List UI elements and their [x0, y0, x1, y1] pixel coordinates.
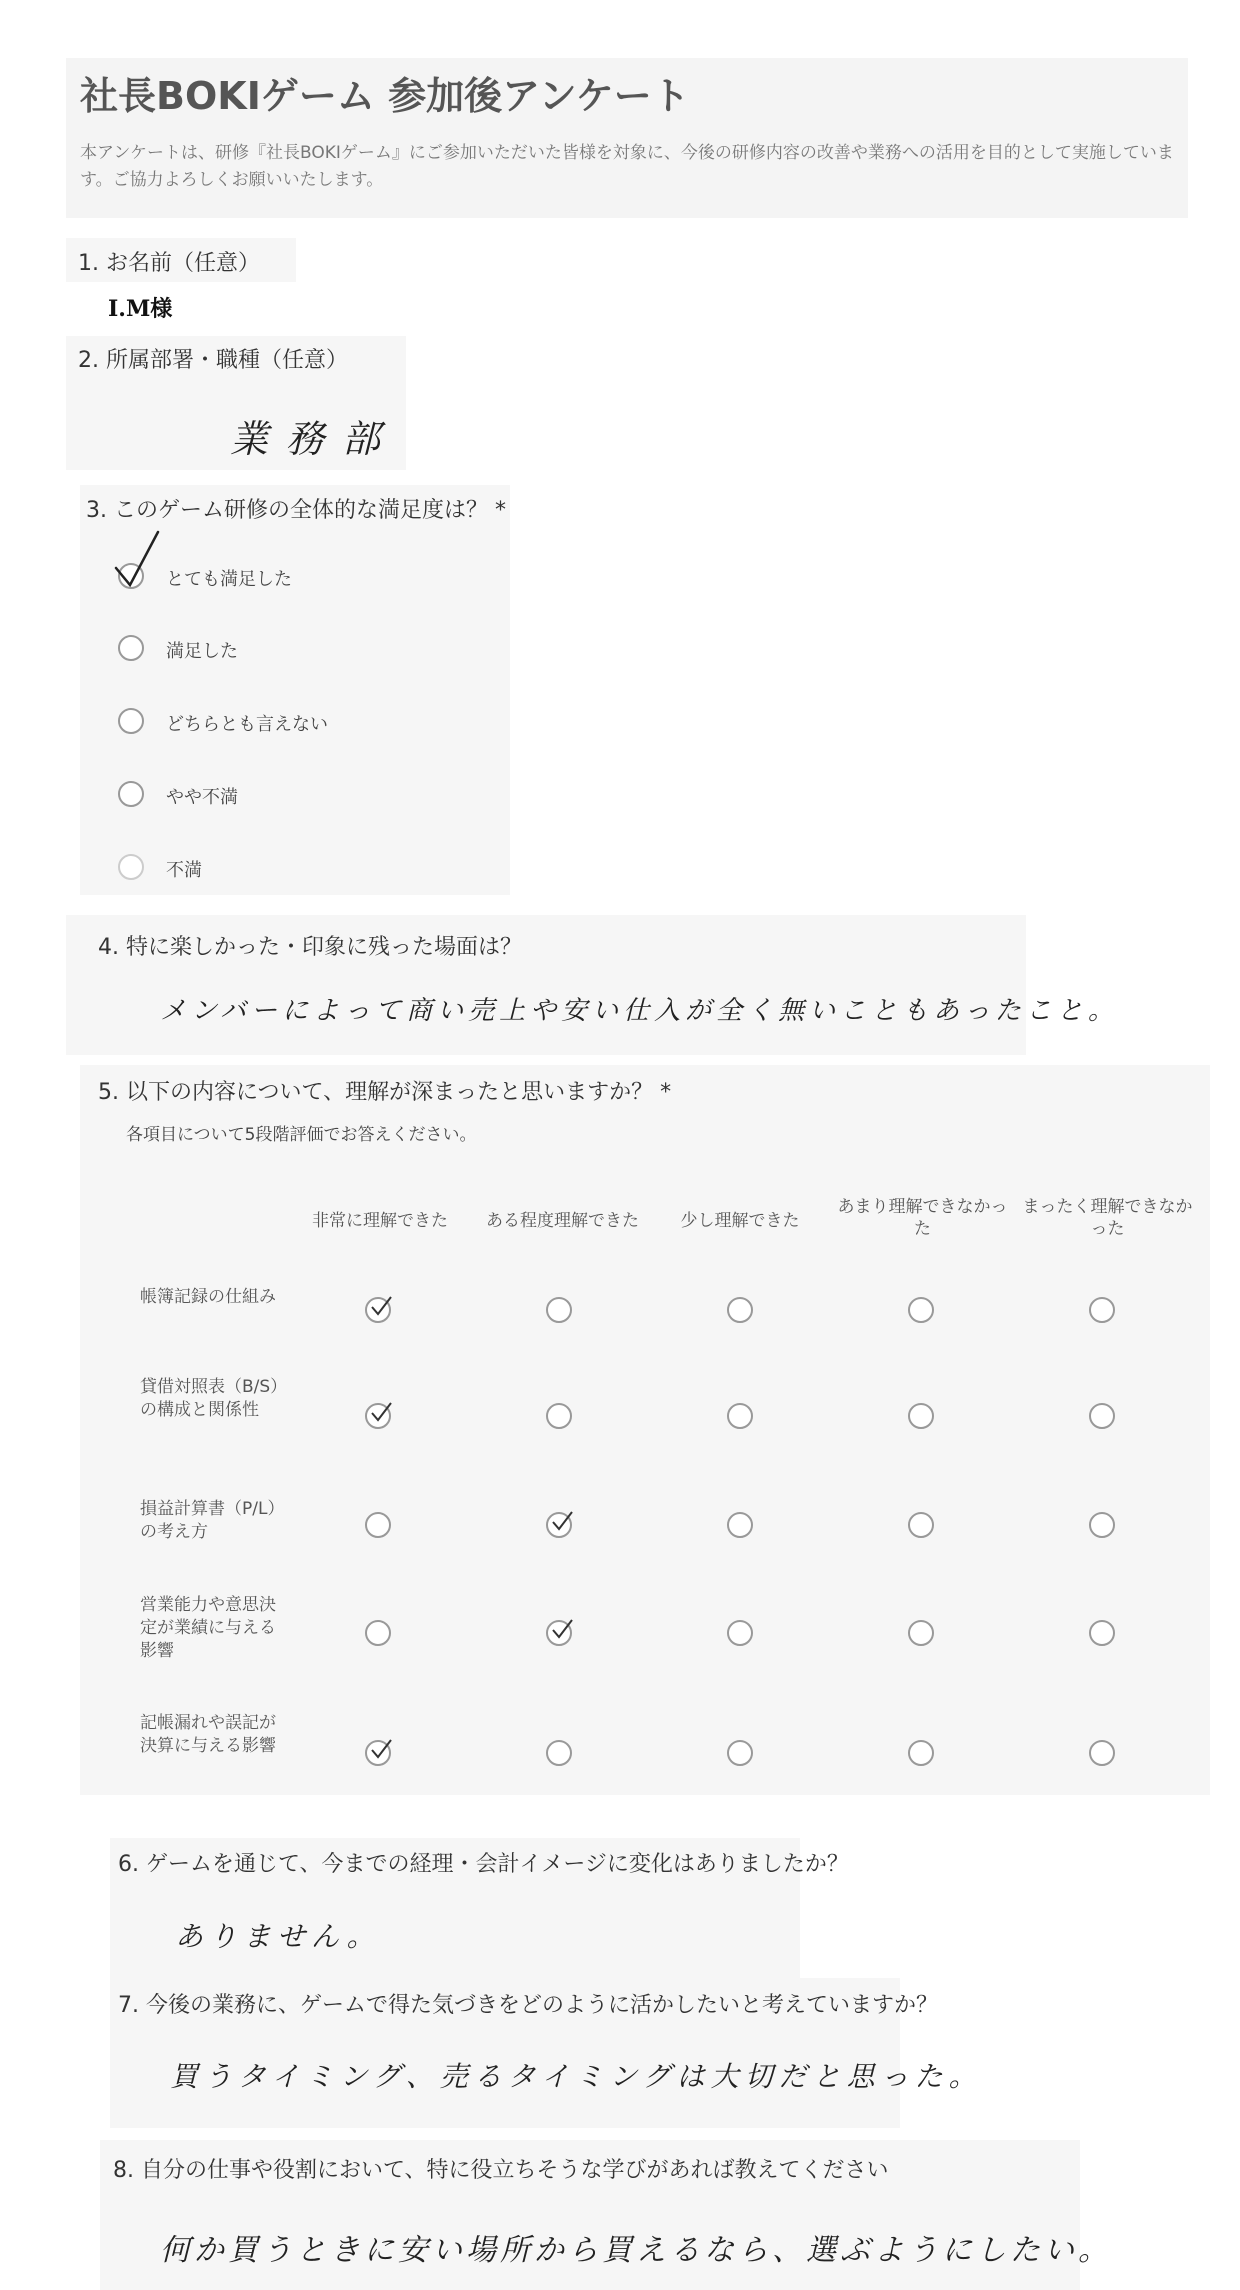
q5-row5-radio-col5[interactable] — [1089, 1740, 1115, 1766]
q5-row4-radio-col5[interactable] — [1089, 1620, 1115, 1646]
q5-row-label: 記帳漏れや誤記が決算に与える影響 — [140, 1713, 276, 1756]
q3-option-label: 不満 — [166, 860, 202, 881]
q5-row1-radio-col2[interactable] — [546, 1297, 572, 1323]
q4-answer: メンバーによって商い売上や安い仕入が全く無いこともあったこと。 — [160, 996, 1119, 1026]
survey-title: 社長BOKIゲーム 参加後アンケート — [80, 74, 690, 118]
q5-row2-radio-col3[interactable] — [727, 1403, 753, 1429]
q3-option-label: やや不満 — [166, 787, 238, 808]
q5-row4-radio-col1[interactable] — [365, 1620, 391, 1646]
q3-option-radio[interactable] — [118, 854, 144, 880]
q5-column-header: まったく理解できなかった — [1022, 1197, 1193, 1240]
q5-row2-radio-col2[interactable] — [546, 1403, 572, 1429]
q1-label: 1. お名前（任意） — [78, 251, 260, 276]
q2-answer: 業務部 — [230, 417, 399, 461]
q3-option-label: 満足した — [166, 641, 238, 662]
q7-answer: 買うタイミング、売るタイミングは大切だと思った。 — [170, 2060, 983, 2093]
q5-hint: 各項目について5段階評価でお答えください。 — [126, 1125, 477, 1145]
q5-row1-radio-col5[interactable] — [1089, 1297, 1115, 1323]
q2-label: 2. 所属部署・職種（任意） — [78, 348, 348, 373]
q3-option-label: とても満足した — [166, 569, 292, 590]
q5-column-header: 非常に理解できた — [312, 1211, 448, 1231]
q5-row1-radio-col3[interactable] — [727, 1297, 753, 1323]
q6-answer: ありません。 — [175, 1920, 381, 1953]
q5-check-mark-icon — [369, 1402, 395, 1424]
q5-check-mark-icon — [550, 1619, 576, 1641]
q5-row3-radio-col4[interactable] — [908, 1512, 934, 1538]
q3-option-label: どちらとも言えない — [166, 714, 328, 735]
q5-row3-radio-col1[interactable] — [365, 1512, 391, 1538]
q3-label: 3. このゲーム研修の全体的な満足度は？ * — [86, 498, 506, 523]
q5-row1-radio-col4[interactable] — [908, 1297, 934, 1323]
q5-check-mark-icon — [369, 1739, 395, 1761]
q5-row5-radio-col4[interactable] — [908, 1740, 934, 1766]
q5-row-label: 営業能力や意思決定が業績に与える影響 — [140, 1595, 276, 1661]
q6-label: 6. ゲームを通じて、今までの経理・会計イメージに変化はありましたか？ — [118, 1852, 849, 1877]
q5-check-mark-icon — [550, 1511, 576, 1533]
survey-description: 本アンケートは、研修『社長BOKIゲーム』にご参加いただいた皆様を対象に、今後の研修内容の改善や業務への活用を目的として実施しています。ご協力よろしくお願いいたします。 — [80, 143, 1174, 191]
q8-answer: 何か買うときに安い場所から買えるなら、選ぶようにしたい。 — [160, 2233, 1112, 2268]
q5-row3-radio-col5[interactable] — [1089, 1512, 1115, 1538]
q5-row4-radio-col3[interactable] — [727, 1620, 753, 1646]
q5-row-label: 貸借対照表（B/S）の構成と関係性 — [140, 1377, 288, 1420]
q5-row-label: 帳簿記録の仕組み — [140, 1287, 276, 1307]
q5-check-mark-icon — [369, 1296, 395, 1318]
q5-row-label: 損益計算書（P/L）の考え方 — [140, 1499, 285, 1542]
q5-row2-radio-col5[interactable] — [1089, 1403, 1115, 1429]
q3-option-radio[interactable] — [118, 781, 144, 807]
q5-row2-radio-col4[interactable] — [908, 1403, 934, 1429]
q5-row4-radio-col4[interactable] — [908, 1620, 934, 1646]
q3-option-radio[interactable] — [118, 708, 144, 734]
q8-label: 8. 自分の仕事や役割において、特に役立ちそうな学びがあれば教えてください — [113, 2158, 889, 2183]
q1-answer: I.M様 — [108, 296, 173, 322]
q5-row3-radio-col3[interactable] — [727, 1512, 753, 1538]
q7-label: 7. 今後の業務に、ゲームで得た気づきをどのように活かしたいと考えていますか？ — [118, 1993, 938, 2018]
q4-label: 4. 特に楽しかった・印象に残った場面は？ — [98, 935, 522, 960]
q5-column-header: ある程度理解できた — [486, 1211, 639, 1231]
q5-block — [80, 1065, 1210, 1795]
q3-check-mark-icon — [112, 530, 162, 590]
q5-label: 5. 以下の内容について、理解が深まったと思いますか？ * — [98, 1080, 672, 1105]
q5-column-header: 少し理解できた — [680, 1211, 800, 1231]
q5-row5-radio-col2[interactable] — [546, 1740, 572, 1766]
q5-column-header: あまり理解できなかった — [837, 1197, 1008, 1240]
q5-row5-radio-col3[interactable] — [727, 1740, 753, 1766]
q3-option-radio[interactable] — [118, 635, 144, 661]
